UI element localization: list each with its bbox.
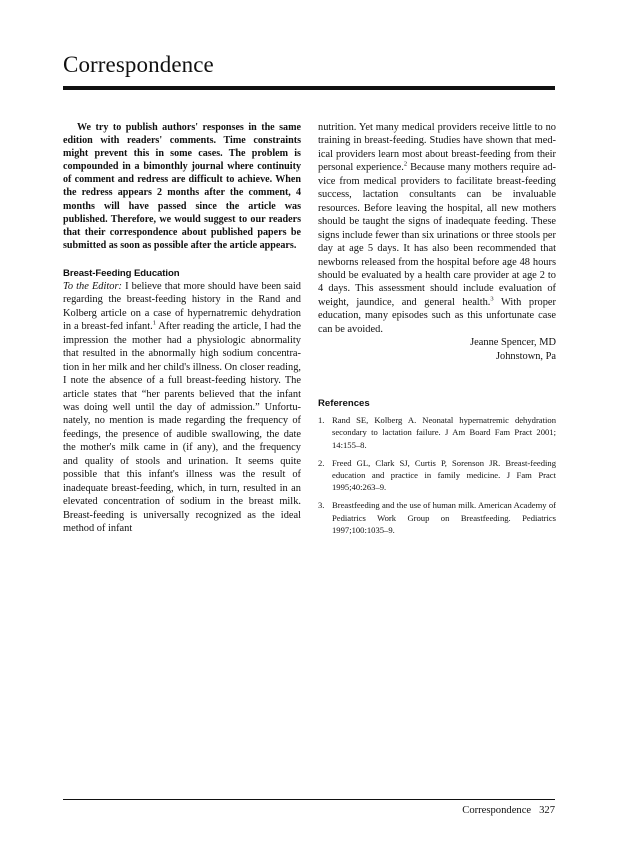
page-number: 327 — [539, 805, 555, 816]
letter-text-2c: With proper education, many episodes such as this unfortunate case can be avoided. — [318, 296, 556, 335]
reference-number: 1. — [318, 415, 325, 426]
page-title: Correspondence — [63, 52, 214, 77]
left-column — [63, 121, 301, 536]
reference-item — [318, 414, 556, 451]
letter-text-1b: After reading the article, I had the impression the mother had a physiologic abnormality that resulted in the abnormally high sodium concentration in her milk and her child's illness. On closer reading, I note the absence of a full breast-feeding history. The article states that “her parents believed that the infant was doing well until the day of admission.” Unfortunately, no mention is made regarding the frequency of feedings, the presence of audible swallowing, the date the mother's milk came in (if any), and the frequency and quality of stools and urination. It seems quite possible that this infant's illness was the result of inadequate breast-feeding, which, in turn, resulted in an elevated concentration of sodium in the breast milk. Breast-feeding is universally recognized as the ideal method of infant — [63, 321, 301, 535]
reference-text: Freed GL, Clark SJ, Curtis P, Sorenson JR. Breast-feeding education and practice in family medicine. J Fam Pract 1995;40:263–9. — [332, 457, 556, 493]
letter-text-2b: Because many mothers require advice from medical providers to facilitate breast-feeding success, lactation consultants can be invaluable resources. Before leaving the hospital, all new mothers should be taught the signs of inadequate feeding. These signs include fewer than six urinations or three stools per day at age 5 days. It has also been recommended that newborns released from the hospital before age 48 hours should be evaluated by a health care provider at age 2 to 4 days. This assessment should include evaluation of weight, jaundice, and general health. — [318, 162, 556, 308]
reference-item — [318, 457, 556, 494]
author-location: Johnstown, Pa — [495, 350, 556, 362]
right-column — [318, 121, 556, 542]
reference-text: Rand SE, Kolberg A. Neonatal hypernatremic dehydration secondary to lactation failure. J Am Board Fam Pract 2001; 14:155–8. — [332, 415, 556, 450]
citation-1: 1 — [152, 319, 156, 327]
letter-heading: Breast-Feeding Education — [63, 267, 180, 279]
letter-text-1a: I believe that more should have been said regarding the breast-feeding history in the Rand and Kolberg article on a case of hypernatremic dehydration in a breast-fed infant. — [63, 280, 301, 333]
references-heading: References — [318, 398, 370, 410]
page-footer — [462, 804, 555, 817]
title-rule — [63, 86, 555, 90]
letter-text-2a: nutrition. Yet many medical providers receive little to no training in breast-feeding. Studies have shown that medical providers learn most about breast-feeding from their personal experience. — [318, 122, 556, 174]
letter-paragraph-1 — [63, 280, 301, 536]
reference-text: Breastfeeding and the use of human milk. American Academy of Pediatrics Work Group on Breastfeeding. Pediatrics 1997;100:1035–9. — [332, 500, 556, 535]
reference-number: 2. — [318, 457, 325, 468]
footer-rule — [63, 799, 555, 800]
reference-number: 3. — [318, 500, 325, 511]
reference-list — [318, 414, 556, 536]
letter-salutation: To the Editor: — [63, 280, 122, 292]
citation-2: 2 — [403, 160, 408, 168]
editor-note: We try to publish authors' responses in the same edition with readers' comments. Time constraints might prevent this in some cases. The problem is compounded in a bimonthly journal where continuity of comment and redress are difficult to achieve. When the redress appears 2 months after the comment, 4 months will have passed since the article was published. Therefore, we would suggest to our readers that their correspondence about published papers be submitted as soon as possible after the article appears. — [63, 122, 301, 251]
letter-paragraph-2 — [318, 121, 556, 336]
reference-item — [318, 499, 556, 536]
citation-3: 3 — [490, 295, 494, 303]
author-name: Jeanne Spencer, MD — [470, 337, 556, 349]
footer-section: Correspondence — [462, 805, 532, 816]
